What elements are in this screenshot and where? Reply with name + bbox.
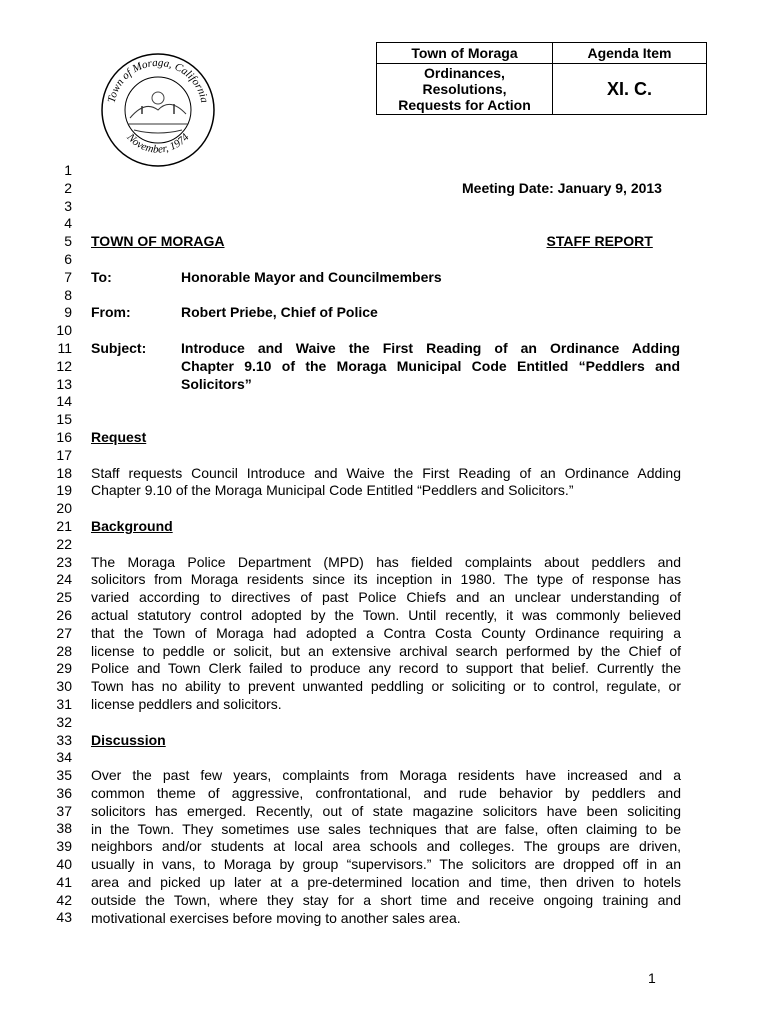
line-number: 22 xyxy=(56,535,72,552)
line-number: 41 xyxy=(56,873,72,890)
line-number: 14 xyxy=(56,393,72,410)
agenda-item-number: XI. C. xyxy=(553,64,707,115)
line-number: 5 xyxy=(64,233,72,250)
line-number: 33 xyxy=(56,731,72,748)
line-number: 25 xyxy=(56,589,72,606)
org-title: TOWN OF MORAGA xyxy=(91,233,225,250)
background-heading: Background xyxy=(91,518,173,534)
line-number: 2 xyxy=(64,179,72,196)
line-number: 15 xyxy=(56,411,72,428)
line-number: 31 xyxy=(56,695,72,712)
line-number: 8 xyxy=(64,286,72,303)
page-number: 1 xyxy=(648,970,656,986)
subject-label: Subject: xyxy=(91,340,147,356)
line-number: 30 xyxy=(56,678,72,695)
line-number: 26 xyxy=(56,606,72,623)
line-number: 19 xyxy=(56,482,72,499)
line-number: 3 xyxy=(64,197,72,214)
line-number: 12 xyxy=(56,357,72,374)
line-number: 21 xyxy=(56,517,72,534)
line-number: 18 xyxy=(56,464,72,481)
seal-bottom-text: November, 1974 xyxy=(124,131,192,156)
request-heading: Request xyxy=(91,429,147,445)
title-row xyxy=(91,233,680,251)
line-number: 17 xyxy=(56,446,72,463)
from-label: From: xyxy=(91,304,131,321)
line-number: 39 xyxy=(56,838,72,855)
request-paragraph: Staff requests Council Introduce and Waive the First Reading of an Ordinance Adding Chapter 9.10 of the Moraga Municipal Code Entitled “Peddlers and Solicitors.” xyxy=(91,464,681,499)
line-number: 13 xyxy=(56,375,72,392)
agenda-left-body: Ordinances, Resolutions, Requests for Action xyxy=(377,64,553,115)
line-number: 16 xyxy=(56,428,72,445)
line-number: 28 xyxy=(56,642,72,659)
agenda-item-box xyxy=(376,42,707,115)
seal-top-text: Town of Moraga, California xyxy=(105,56,211,104)
line-number: 1 xyxy=(64,162,72,178)
line-number: 9 xyxy=(64,304,72,321)
line-number: 23 xyxy=(56,553,72,570)
from-value: Robert Priebe, Chief of Police xyxy=(181,304,378,321)
line-number: 37 xyxy=(56,802,72,819)
discussion-heading: Discussion xyxy=(91,731,166,748)
line-number: 34 xyxy=(56,749,72,766)
agenda-left-header: Town of Moraga xyxy=(377,43,553,64)
line-number: 38 xyxy=(56,820,72,837)
line-number: 10 xyxy=(56,322,72,339)
line-number: 29 xyxy=(56,660,72,677)
line-number: 42 xyxy=(56,891,72,908)
background-paragraph: The Moraga Police Department (MPD) has fielded complaints about peddlers and solicitors from Moraga residents since its inception in 1980. The type of response has varied according to directives of past Police Chiefs and an unclear understanding of actual statutory control adopted by the Town. Until recently, it was commonly believed that the Town of Moraga had adopted a Contra Costa County Ordinance requiring a license to peddle or solicit, but an extensive archival search performed by the Chief of Police and Town Clerk failed to produce any record to support that belief. Currently the Town has no ability to prevent unwanted peddling or soliciting or to control, regulate, or license peddlers and solicitors. xyxy=(91,553,681,712)
line-numbers xyxy=(48,162,72,927)
line-number: 27 xyxy=(56,624,72,641)
line-number: 20 xyxy=(56,500,72,517)
line-number: 40 xyxy=(56,856,72,873)
line-number: 6 xyxy=(64,250,72,267)
line-number: 4 xyxy=(64,215,72,232)
line-number: 11 xyxy=(57,339,72,356)
line-number: 24 xyxy=(56,571,72,588)
report-type: STAFF REPORT xyxy=(546,233,653,250)
to-value: Honorable Mayor and Councilmembers xyxy=(181,268,442,285)
line-number: 7 xyxy=(64,268,72,285)
town-seal xyxy=(100,52,216,168)
discussion-paragraph: Over the past few years, complaints from Moraga residents have increased and a common theme of aggressive, confrontational, and rude behavior by peddlers and solicitors has emerged. Recently, out of state magazine solicitors have been soliciting in the Town. They sometimes use sales techniques that are false, often claiming to be neighbors and/or students at local area schools and colleges. The groups are driven, usually in vans, to Moraga by group “supervisors.” The solicitors are dropped off in an area and picked up later at a pre-determined location and time, then driven to hotels outside the Town, where they stay for a short time and receive ongoing training and motivational exercises before moving to another sales area. xyxy=(91,767,681,926)
subject-text: Introduce and Waive the First Reading of an Ordinance Adding Chapter 9.10 of the Moraga Municipal Code Entitled “Peddlers and Solicitors” xyxy=(181,340,680,392)
line-number: 36 xyxy=(56,784,72,801)
to-label: To: xyxy=(91,268,112,285)
agenda-right-header: Agenda Item xyxy=(553,43,707,64)
line-number: 35 xyxy=(56,767,72,784)
meeting-date: Meeting Date: January 9, 2013 xyxy=(462,179,662,196)
line-number: 43 xyxy=(56,909,72,926)
line-number: 32 xyxy=(56,713,72,730)
